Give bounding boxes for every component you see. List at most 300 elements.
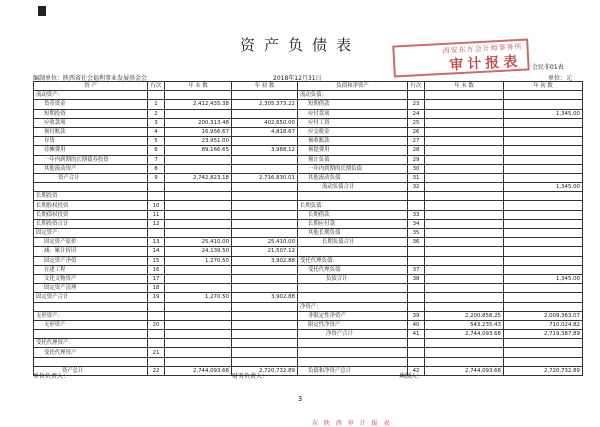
- asset-begin: [232, 265, 298, 274]
- liab-name: 净资产合计: [298, 330, 408, 339]
- asset-line: [148, 302, 165, 311]
- asset-end: [165, 339, 232, 348]
- liab-line: [408, 348, 425, 357]
- liab-end: [425, 274, 504, 283]
- table-row: [34, 109, 583, 118]
- liab-begin: [504, 210, 583, 219]
- asset-name: 预付账款: [34, 127, 148, 136]
- liab-end: [425, 210, 504, 219]
- asset-line: 10: [148, 201, 165, 210]
- table-row: [34, 164, 583, 173]
- asset-begin: [232, 274, 298, 283]
- asset-begin: [232, 357, 298, 366]
- table-row: [34, 155, 583, 164]
- asset-begin: [232, 210, 298, 219]
- asset-line: 18: [148, 284, 165, 293]
- asset-line: 6: [148, 146, 165, 155]
- liab-line: 40: [408, 320, 425, 329]
- asset-name: 流动资产：: [34, 91, 148, 100]
- liab-name: 短期借款: [298, 100, 408, 109]
- col-liab: 负债和净资产: [298, 82, 408, 91]
- table-row: [34, 118, 583, 127]
- asset-line: [148, 311, 165, 320]
- col-begin: 年 初 数: [232, 82, 298, 91]
- table-row: [34, 127, 583, 136]
- asset-begin: 2,305,373.22: [232, 100, 298, 109]
- liab-name: 一年内到期的长期负债: [298, 164, 408, 173]
- liab-end: [425, 109, 504, 118]
- liab-name: 长期负债：: [298, 201, 408, 210]
- asset-line: [148, 339, 165, 348]
- table-row: [34, 229, 583, 238]
- liab-end: [425, 339, 504, 348]
- liab-line: 34: [408, 219, 425, 228]
- asset-end: [165, 320, 232, 329]
- table-row: [34, 173, 583, 182]
- asset-name: 长期投资: [34, 192, 148, 201]
- asset-end: 2,412,435.38: [165, 100, 232, 109]
- asset-end: [165, 284, 232, 293]
- asset-line: [148, 183, 165, 192]
- asset-end: [165, 192, 232, 201]
- liab-line: 41: [408, 330, 425, 339]
- asset-end: [165, 274, 232, 283]
- liab-begin: [504, 164, 583, 173]
- table-row: [34, 348, 583, 357]
- liab-begin: 710,024.82: [504, 320, 583, 329]
- asset-line: [148, 192, 165, 201]
- col-end: 年 末 数: [165, 82, 232, 91]
- asset-begin: 4,818.67: [232, 127, 298, 136]
- asset-line: 8: [148, 164, 165, 173]
- liab-name: 预计负债: [298, 155, 408, 164]
- liab-begin: 1,345.00: [504, 183, 583, 192]
- liab-name: 流动负债：: [298, 91, 408, 100]
- asset-name: 固定资产清理: [34, 284, 148, 293]
- stamp-bleed-text: 东 陕 西 审 计 报 表: [312, 420, 392, 427]
- asset-name: 受托代理资产：: [34, 339, 148, 348]
- currency-unit: 单位：元: [548, 75, 573, 82]
- liab-begin: 2,719,387.89: [504, 330, 583, 339]
- asset-name: 固定资产净值: [34, 256, 148, 265]
- liab-end: 2,200,858.25: [425, 311, 504, 320]
- asset-begin: [232, 164, 298, 173]
- asset-name: 短期投资: [34, 109, 148, 118]
- asset-begin: 3,988.12: [232, 146, 298, 155]
- liab-end: [425, 137, 504, 146]
- asset-end: 23,951.00: [165, 137, 232, 146]
- table-row: [34, 284, 583, 293]
- liab-line: 30: [408, 164, 425, 173]
- asset-line: 7: [148, 155, 165, 164]
- table-row: [34, 192, 583, 201]
- asset-line: [148, 357, 165, 366]
- table-row: [34, 201, 583, 210]
- liab-begin: [504, 155, 583, 164]
- liab-begin: [504, 127, 583, 136]
- liab-end: [425, 146, 504, 155]
- asset-name: 资产总计: [34, 366, 148, 375]
- liab-begin: 1,345.00: [504, 274, 583, 283]
- asset-end: [165, 210, 232, 219]
- asset-end: [165, 164, 232, 173]
- liab-line: [408, 256, 425, 265]
- liab-begin: [504, 137, 583, 146]
- liab-name: [298, 348, 408, 357]
- footer-preparer: 填制人：: [399, 373, 424, 380]
- liab-begin: [504, 118, 583, 127]
- liab-begin: [504, 146, 583, 155]
- table-row: [34, 320, 583, 329]
- asset-begin: [232, 339, 298, 348]
- liab-end: [425, 293, 504, 302]
- liab-line: [408, 192, 425, 201]
- asset-line: [148, 330, 165, 339]
- asset-line: 20: [148, 320, 165, 329]
- table-row: [34, 91, 583, 100]
- page-title: 资产负债表: [239, 36, 360, 54]
- liab-line: 32: [408, 183, 425, 192]
- liab-end: 543,235.43: [425, 320, 504, 329]
- asset-name: 存货: [34, 137, 148, 146]
- asset-name: 长期投资合计: [34, 219, 148, 228]
- asset-line: 9: [148, 173, 165, 182]
- liab-end: [425, 302, 504, 311]
- table-row: [34, 137, 583, 146]
- liab-line: [408, 302, 425, 311]
- asset-name: [34, 183, 148, 192]
- asset-end: 24,139.50: [165, 247, 232, 256]
- asset-name: [34, 357, 148, 366]
- liab-begin: [504, 100, 583, 109]
- balance-sheet-table: [33, 81, 583, 376]
- liab-end: [425, 183, 504, 192]
- asset-begin: 3,902.88: [232, 293, 298, 302]
- liab-name: 其他长期负债: [298, 229, 408, 238]
- liab-end: [425, 229, 504, 238]
- liab-end: [425, 192, 504, 201]
- footer-finance: 财务负责人：: [232, 373, 269, 380]
- liab-name: 预收账款: [298, 137, 408, 146]
- stamp-line2: 审计报表: [448, 53, 522, 74]
- liab-name: 受托代理负债: [298, 265, 408, 274]
- liab-end: [425, 155, 504, 164]
- liab-name: 负债和净资产总计: [298, 366, 408, 375]
- asset-begin: 25,410.00: [232, 238, 298, 247]
- asset-line: 3: [148, 118, 165, 127]
- asset-end: 2,744,093.68: [165, 366, 232, 375]
- asset-name: [34, 302, 148, 311]
- asset-end: [165, 302, 232, 311]
- liab-line: 33: [408, 210, 425, 219]
- asset-end: [165, 265, 232, 274]
- asset-name: 无形资产: [34, 320, 148, 329]
- header-row: [34, 82, 583, 91]
- liab-name: [298, 293, 408, 302]
- liab-line: 39: [408, 311, 425, 320]
- reporting-unit: 编制单位：陕西省社会福利事业发展基金会: [33, 75, 148, 82]
- asset-name: 无形资产：: [34, 311, 148, 320]
- asset-end: [165, 348, 232, 357]
- asset-begin: [232, 91, 298, 100]
- asset-line: 2: [148, 109, 165, 118]
- liab-name: 预提费用: [298, 146, 408, 155]
- asset-begin: [232, 192, 298, 201]
- asset-name: 固定资产原价: [34, 238, 148, 247]
- corner-mark: [38, 6, 46, 16]
- liab-line: [408, 201, 425, 210]
- liab-begin: [504, 302, 583, 311]
- asset-end: 200,313.48: [165, 118, 232, 127]
- table-row: [34, 357, 583, 366]
- asset-line: 17: [148, 274, 165, 283]
- asset-end: 89,166.65: [165, 146, 232, 155]
- asset-name: [34, 330, 148, 339]
- liab-name: 应交税金: [298, 127, 408, 136]
- liab-name: [298, 192, 408, 201]
- liab-end: [425, 357, 504, 366]
- asset-line: [148, 229, 165, 238]
- table-row: [34, 274, 583, 283]
- asset-end: [165, 311, 232, 320]
- liab-line: 25: [408, 118, 425, 127]
- liab-name: 长期负债合计: [298, 238, 408, 247]
- asset-name: 其他流动资产: [34, 164, 148, 173]
- liab-name: [298, 247, 408, 256]
- liab-begin: [504, 284, 583, 293]
- asset-begin: [232, 348, 298, 357]
- liab-begin: [504, 91, 583, 100]
- asset-line: 14: [148, 247, 165, 256]
- liab-line: 36: [408, 238, 425, 247]
- liab-line: [408, 91, 425, 100]
- asset-begin: [232, 183, 298, 192]
- liab-begin: [504, 265, 583, 274]
- asset-begin: 21,507.12: [232, 247, 298, 256]
- asset-name: 资产合计: [34, 173, 148, 182]
- col-end2: 年 末 数: [425, 82, 504, 91]
- liab-line: 23: [408, 100, 425, 109]
- asset-begin: 2,720,732.89: [232, 366, 298, 375]
- table-row: [34, 146, 583, 155]
- liab-begin: [504, 357, 583, 366]
- form-code: 会民非01表: [532, 64, 564, 71]
- liab-end: 2,744,093.68: [425, 366, 504, 375]
- asset-line: 11: [148, 210, 165, 219]
- liab-name: 其他流动负债: [298, 173, 408, 182]
- asset-end: 1,270.50: [165, 293, 232, 302]
- liab-name: 长期借款: [298, 210, 408, 219]
- liab-name: 净资产：: [298, 302, 408, 311]
- asset-end: [165, 229, 232, 238]
- asset-name: 一年内到期的长期债券投资: [34, 155, 148, 164]
- table-row: [34, 265, 583, 274]
- asset-name: 待摊费用: [34, 146, 148, 155]
- asset-end: 1,270.50: [165, 256, 232, 265]
- liab-name: 应付工资: [298, 118, 408, 127]
- asset-begin: [232, 302, 298, 311]
- asset-name: 受托代理资产: [34, 348, 148, 357]
- liab-line: 42: [408, 366, 425, 375]
- liab-line: [408, 284, 425, 293]
- asset-name: 减：累计折旧: [34, 247, 148, 256]
- liab-name: 受托代理负债：: [298, 256, 408, 265]
- liab-end: [425, 238, 504, 247]
- liab-name: 非限定性净资产: [298, 311, 408, 320]
- asset-line: 16: [148, 265, 165, 274]
- table-row: [34, 238, 583, 247]
- col-line: 行次: [148, 82, 165, 91]
- liab-end: [425, 201, 504, 210]
- liab-end: [425, 100, 504, 109]
- liab-end: [425, 256, 504, 265]
- page-number: 3: [297, 395, 303, 403]
- report-date: 2018年12月31日: [273, 75, 322, 82]
- liab-end: [425, 219, 504, 228]
- asset-begin: [232, 137, 298, 146]
- liab-end: [425, 127, 504, 136]
- liab-line: [408, 357, 425, 366]
- asset-end: [165, 330, 232, 339]
- asset-name: 应收款项: [34, 118, 148, 127]
- liab-name: [298, 357, 408, 366]
- liab-line: [408, 247, 425, 256]
- asset-begin: [232, 311, 298, 320]
- asset-begin: 3,902.88: [232, 256, 298, 265]
- asset-end: 2,742,823.18: [165, 173, 232, 182]
- asset-line: 15: [148, 256, 165, 265]
- col-asset: 资 产: [34, 82, 148, 91]
- liab-name: 负债合计: [298, 274, 408, 283]
- asset-begin: [232, 330, 298, 339]
- liab-line: 35: [408, 229, 425, 238]
- liab-begin: [504, 256, 583, 265]
- asset-begin: 402,650.00: [232, 118, 298, 127]
- liab-name: [298, 339, 408, 348]
- asset-line: 19: [148, 293, 165, 302]
- stamp-line1: 西安东方会计师事务所: [442, 42, 523, 55]
- liab-begin: [504, 293, 583, 302]
- liab-begin: [504, 192, 583, 201]
- table-row: [34, 330, 583, 339]
- asset-begin: [232, 155, 298, 164]
- col-begin2: 年 初 数: [504, 82, 583, 91]
- asset-name: 货币资金: [34, 100, 148, 109]
- liab-line: 27: [408, 137, 425, 146]
- asset-name: 固定资产：: [34, 229, 148, 238]
- asset-line: 12: [148, 219, 165, 228]
- liab-line: 28: [408, 146, 425, 155]
- table-row: [34, 302, 583, 311]
- liab-end: [425, 265, 504, 274]
- liab-end: [425, 173, 504, 182]
- table-row: [34, 100, 583, 109]
- table-row: [34, 293, 583, 302]
- asset-name: 固定资产合计: [34, 293, 148, 302]
- liab-begin: [504, 247, 583, 256]
- asset-name: 长期债权投资: [34, 210, 148, 219]
- asset-begin: [232, 320, 298, 329]
- table-row: [34, 183, 583, 192]
- liab-begin: 1,345.00: [504, 109, 583, 118]
- table-row: [34, 256, 583, 265]
- liab-line: 38: [408, 274, 425, 283]
- asset-begin: [232, 284, 298, 293]
- asset-end: [165, 183, 232, 192]
- liab-line: [408, 293, 425, 302]
- asset-end: [165, 109, 232, 118]
- asset-line: 4: [148, 127, 165, 136]
- asset-begin: [232, 109, 298, 118]
- footer-principal: 单位负责人：: [33, 373, 70, 380]
- liab-begin: [504, 173, 583, 182]
- asset-begin: [232, 229, 298, 238]
- asset-line: 1: [148, 100, 165, 109]
- liab-end: [425, 164, 504, 173]
- audit-stamp: [392, 38, 529, 77]
- liab-line: 26: [408, 127, 425, 136]
- liab-begin: 2,009,363.07: [504, 311, 583, 320]
- liab-line: 31: [408, 173, 425, 182]
- asset-end: [165, 201, 232, 210]
- liab-end: [425, 118, 504, 127]
- liab-begin: [504, 201, 583, 210]
- asset-line: 21: [148, 348, 165, 357]
- liab-begin: 2,720,732.89: [504, 366, 583, 375]
- table-row: [34, 219, 583, 228]
- liab-begin: [504, 348, 583, 357]
- asset-end: [165, 91, 232, 100]
- liab-name: 应付款项: [298, 109, 408, 118]
- table-row: [34, 210, 583, 219]
- asset-line: 13: [148, 238, 165, 247]
- liab-begin: [504, 238, 583, 247]
- liab-begin: [504, 339, 583, 348]
- asset-begin: 2,716,830.01: [232, 173, 298, 182]
- asset-line: 22: [148, 366, 165, 375]
- liab-line: 37: [408, 265, 425, 274]
- liab-name: 长期应付款: [298, 219, 408, 228]
- liab-name: [298, 284, 408, 293]
- table-row: [34, 366, 583, 375]
- asset-line: [148, 91, 165, 100]
- table-row: [34, 247, 583, 256]
- asset-begin: [232, 201, 298, 210]
- liab-line: [408, 339, 425, 348]
- liab-end: [425, 284, 504, 293]
- asset-begin: [232, 219, 298, 228]
- asset-name: 文化文物资产: [34, 274, 148, 283]
- liab-end: [425, 91, 504, 100]
- liab-name: 限定性净资产: [298, 320, 408, 329]
- asset-line: 5: [148, 137, 165, 146]
- liab-name: 流动负债合计: [298, 183, 408, 192]
- asset-end: [165, 155, 232, 164]
- asset-end: 25,410.00: [165, 238, 232, 247]
- col-line2: 行次: [408, 82, 425, 91]
- liab-line: 29: [408, 155, 425, 164]
- asset-name: 长期股权投资: [34, 201, 148, 210]
- liab-end: 2,744,093.68: [425, 330, 504, 339]
- liab-begin: [504, 229, 583, 238]
- liab-line: 24: [408, 109, 425, 118]
- table-row: [34, 339, 583, 348]
- asset-name: 在建工程: [34, 265, 148, 274]
- table-row: [34, 311, 583, 320]
- asset-end: [165, 219, 232, 228]
- liab-begin: [504, 219, 583, 228]
- liab-end: [425, 348, 504, 357]
